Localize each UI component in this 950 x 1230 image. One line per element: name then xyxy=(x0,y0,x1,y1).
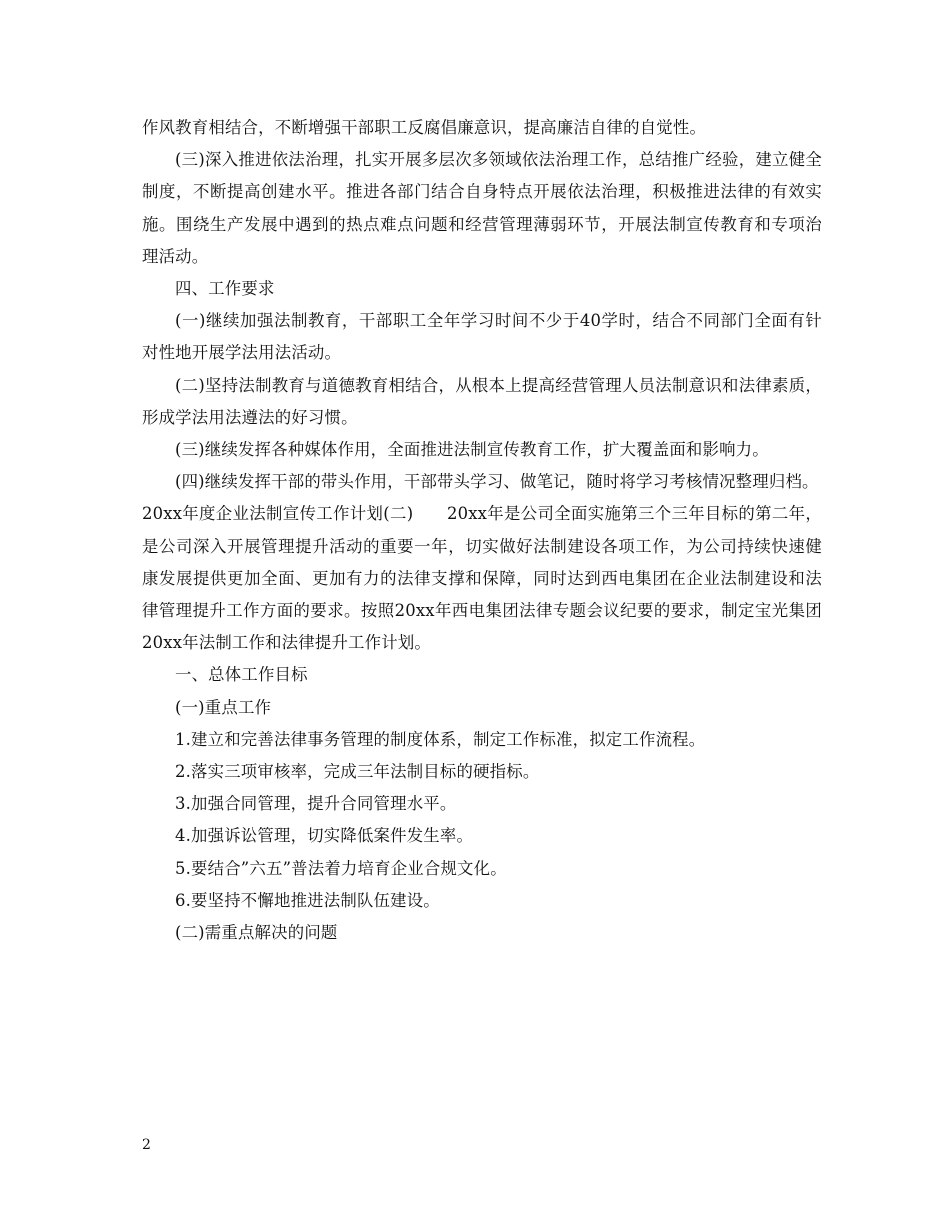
page-number: 2 xyxy=(142,1137,151,1153)
list-item: 5.要结合”六五”普法着力培育企业合规文化。 xyxy=(175,858,507,878)
subsection-heading: (二)需重点解决的问题 xyxy=(175,923,338,943)
list-item: 4.加强诉讼管理，切实降低案件发生率。 xyxy=(175,826,474,846)
list-item: 1.建立和完善法律事务管理的制度体系，制定工作标准，拟定工作流程。 xyxy=(175,729,706,749)
list-item: 3.加强合同管理，提升合同管理水平。 xyxy=(175,794,457,814)
subsection-heading: (一)重点工作 xyxy=(175,697,272,717)
paragraph: (四)继续发挥干部的带头作用，干部带头学习、做笔记，随时将学习考核情况整理归档。 xyxy=(175,472,819,492)
section-heading: 一、总体工作目标 xyxy=(175,665,308,685)
paragraph: (三)继续发挥各种媒体作用，全面推进法制宣传教育工作，扩大覆盖面和影响力。 xyxy=(175,440,769,460)
paragraph: 20xx年度企业法制宣传工作计划(二) 20xx年是公司全面实施第三个三年目标的第二年，是公司深入开展管理提升活动的重要一年，切实做好法制建设各项工作，为公司持续快速健康发展提供更加全面、更加有力的法律支撑和保障，同时达到西电集团在企业法制建设和法律管理提升工作方面的要求。按照20xx年西电集团法律专题会议纪要的要求，制定宝光集团20xx年法制工作和法律提升工作计划。 xyxy=(142,504,822,653)
paragraph: (三)深入推进依法治理，扎实开展多层次多领域依法治理工作，总结推广经验，建立健全制度，不断提高创建水平。推进各部门结合自身特点开展依法治理，积极推进法律的有效实施。围绕生产发展中遇到的热点难点问题和经营管理薄弱环节，开展法制宣传教育和专项治理活动。 xyxy=(142,150,822,266)
section-heading: 四、工作要求 xyxy=(175,279,275,299)
paragraph: 作风教育相结合，不断增强干部职工反腐倡廉意识，提高廉洁自律的自觉性。 xyxy=(142,118,707,137)
paragraph: (二)坚持法制教育与道德教育相结合，从根本上提高经营管理人员法制意识和法律素质，形成学法用法遵法的好习惯。 xyxy=(142,375,822,427)
paragraph: (一)继续加强法制教育，干部职工全年学习时间不少于40学时，结合不同部门全面有针对性地开展学法用法活动。 xyxy=(142,311,822,363)
document-body xyxy=(142,112,822,949)
list-item: 6.要坚持不懈地推进法制队伍建设。 xyxy=(175,890,440,910)
list-item: 2.落实三项审核率，完成三年法制目标的硬指标。 xyxy=(175,762,540,782)
